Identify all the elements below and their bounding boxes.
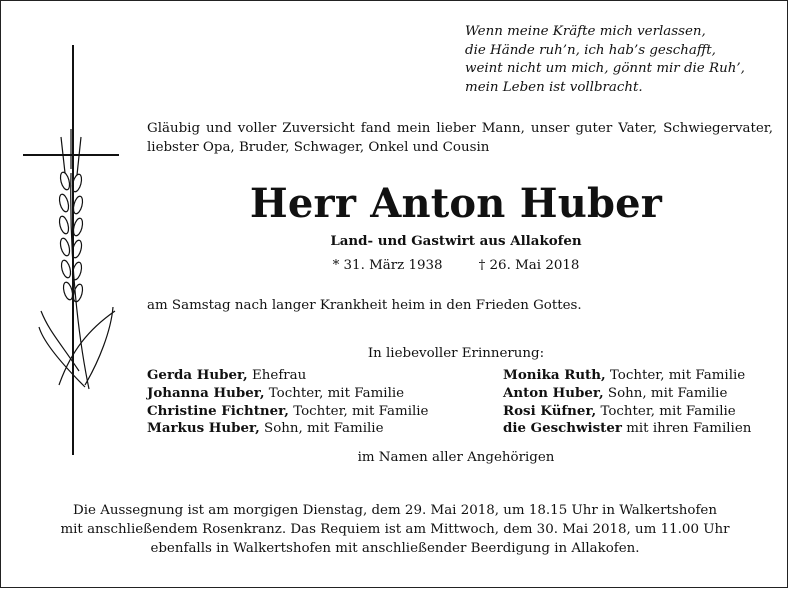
- mourner-name: Johanna Huber,: [147, 384, 265, 401]
- mourner-name: Rosi Küfner,: [503, 402, 597, 419]
- mourner-name: Monika Ruth,: [503, 367, 606, 383]
- memory-heading: In liebevoller Erinnerung:: [367, 346, 545, 361]
- poem-line: mein Leben ist vollbracht.: [465, 79, 643, 95]
- mourner-entry: [503, 367, 775, 385]
- life-dates: [147, 257, 765, 275]
- mourner-name: Gerda Huber,: [147, 367, 248, 383]
- mourner-entry: [147, 385, 487, 403]
- mourner-relation: mit ihren Familien: [626, 421, 752, 437]
- mourner-relation: Tochter, mit Familie: [293, 403, 429, 419]
- mourner-name: Markus Huber,: [147, 420, 260, 437]
- mourner-entry: [147, 403, 487, 421]
- mourner-relation: Tochter, mit Familie: [268, 385, 405, 401]
- intro-text: Gläubig und voller Zuversicht fand mein lieber Mann, unser guter Vater, Schwiegervater, liebster Opa, Bruder, Schwager, Onkel und Cousin: [147, 121, 773, 155]
- mourner-name: die Geschwister: [503, 420, 622, 437]
- mourner-entry: [503, 385, 775, 403]
- mourner-entry: [503, 403, 775, 421]
- funeral-line: Die Aussegnung ist am morgigen Dienstag, dem 29. Mai 2018, um 18.15 Uhr in Walkertshofen: [73, 503, 717, 518]
- poem-line: Wenn meine Kräfte mich verlassen,: [465, 24, 706, 39]
- mourner-entry: [503, 420, 775, 438]
- funeral-line: mit anschließendem Rosenkranz. Das Requiem ist am Mittwoch, dem 30. Mai 2018, um 11.00 Uhr: [60, 522, 730, 538]
- mourners-right-column: [503, 367, 775, 438]
- passing-text: am Samstag nach langer Krankheit heim in den Frieden Gottes.: [147, 298, 582, 313]
- poem-line: die Hände ruh’n, ich hab’s geschafft,: [465, 42, 716, 58]
- birth-date: * 31. März 1938: [332, 258, 443, 273]
- cross-with-wheat-icon: [19, 41, 119, 461]
- funeral-line: ebenfalls in Walkertshofen mit anschließender Beerdigung in Allakofen.: [150, 541, 640, 557]
- mourner-name: Christine Fichtner,: [147, 402, 289, 419]
- mourners-left-column: [147, 367, 487, 438]
- mourner-entry: [147, 367, 487, 385]
- mourner-relation: Ehefrau: [252, 368, 307, 383]
- deceased-occupation: Land- und Gastwirt aus Allakofen: [330, 233, 582, 249]
- poem: [465, 23, 775, 97]
- funeral-details: [13, 501, 777, 559]
- mourner-relation: Tochter, mit Familie: [609, 368, 746, 383]
- death-date: † 26. Mai 2018: [478, 258, 580, 273]
- mourner-relation: Sohn, mit Familie: [264, 421, 384, 437]
- mourner-entry: [147, 420, 487, 438]
- closing-text: im Namen aller Angehörigen: [357, 450, 555, 465]
- deceased-name: Herr Anton Huber: [249, 180, 663, 227]
- mourner-relation: Tochter, mit Familie: [600, 403, 736, 419]
- mourner-name: Anton Huber,: [503, 384, 604, 401]
- mourner-relation: Sohn, mit Familie: [607, 385, 728, 401]
- poem-line: weint nicht um mich, gönnt mir die Ruh’,: [465, 61, 745, 77]
